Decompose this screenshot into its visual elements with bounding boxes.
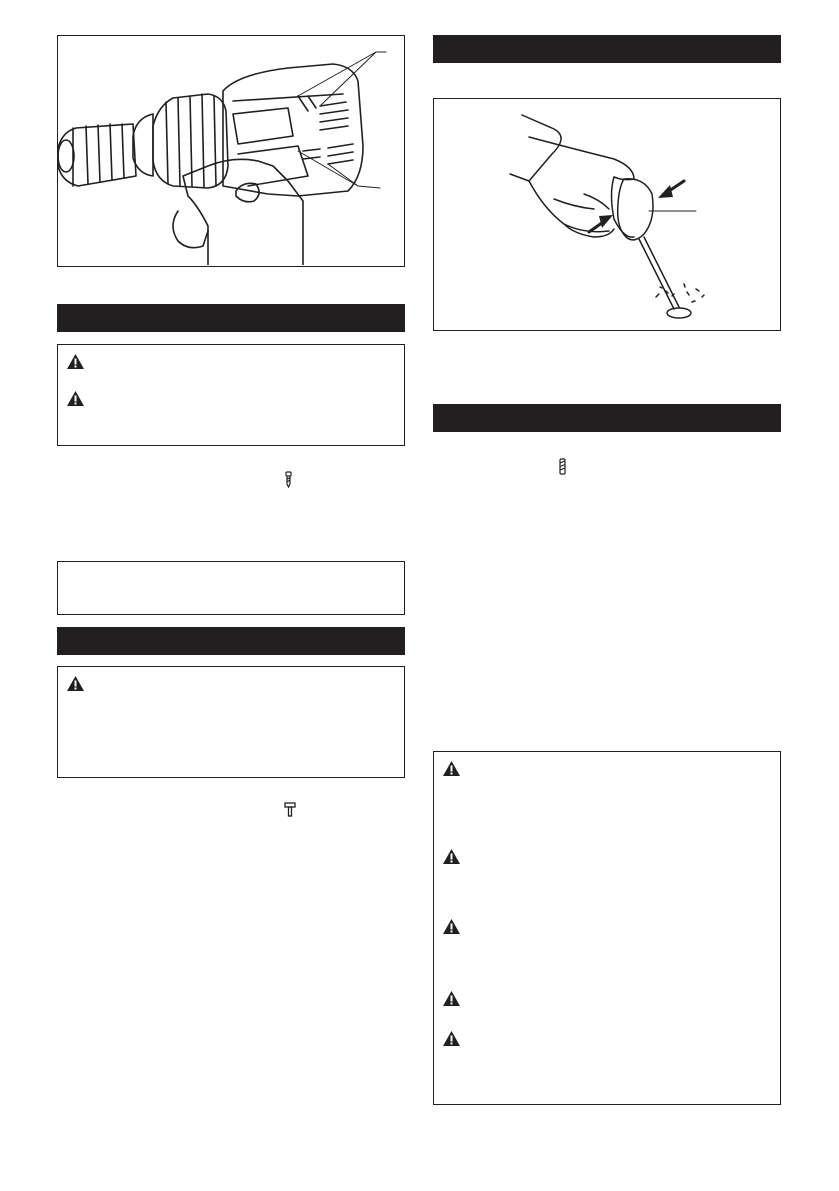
screw-symbol-icon (284, 471, 293, 488)
caution-box-2 (57, 666, 405, 778)
section-header-bar-3 (433, 35, 781, 63)
drill-mode-selector-figure (57, 35, 405, 267)
warning-triangle-icon (442, 760, 461, 777)
section-header-bar-1 (57, 304, 405, 332)
section-header-bar-4 (433, 404, 781, 432)
drill-bit-symbol-icon (558, 458, 567, 475)
caution-box-1 (57, 344, 405, 446)
drill-illustration (58, 36, 403, 265)
warning-triangle-icon (66, 353, 85, 370)
warning-triangle-icon (442, 848, 461, 865)
warning-triangle-icon (442, 1030, 461, 1047)
caution-box-3 (433, 751, 781, 1105)
hand-bulb-illustration (434, 99, 779, 329)
note-box (57, 561, 405, 615)
warning-triangle-icon (66, 390, 85, 407)
hammer-symbol-icon (284, 802, 296, 817)
warning-triangle-icon (66, 675, 85, 692)
warning-triangle-icon (442, 918, 461, 935)
section-header-bar-2 (57, 627, 405, 655)
warning-triangle-icon (442, 990, 461, 1007)
blow-out-bulb-figure (433, 98, 781, 331)
